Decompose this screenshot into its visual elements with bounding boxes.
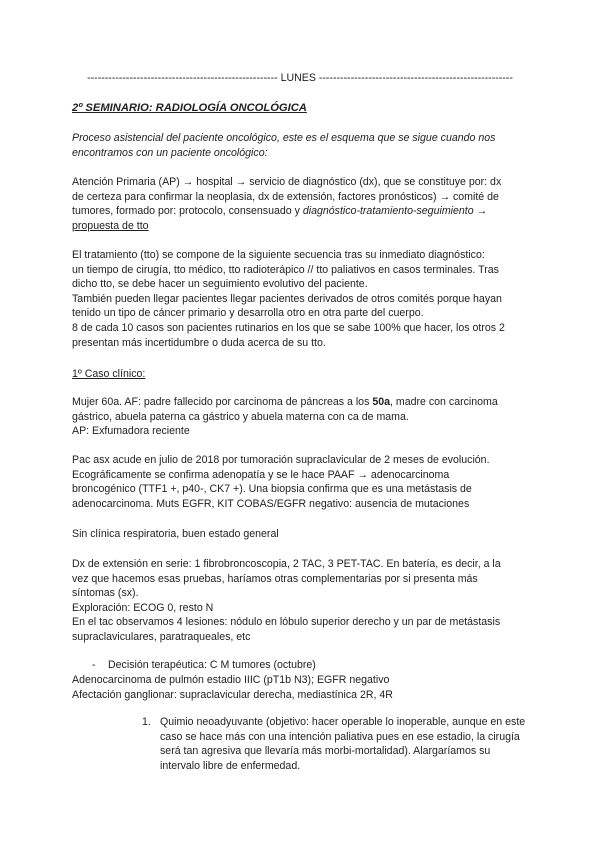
text-line: Adenocarcinoma de pulmón estadio IIIC (pT1b N3); EGFR negativo <box>72 674 390 686</box>
text-line: Atención Primaria (AP) → hospital → servicio de diagnóstico (dx), que se constituye por: dx <box>72 176 502 188</box>
dx-paragraph <box>72 557 532 645</box>
text-line: de certeza para confirmar la neoplasia, dx de extensión, factores pronósticos) → comité de <box>72 190 499 203</box>
text-line: 8 de cada 10 casos son pacientes rutinarios en los que se sabe 100% que hacer, los otros 2 <box>72 321 505 334</box>
text-line <box>72 395 532 410</box>
intro-paragraph <box>72 131 532 160</box>
text-run: Mujer 60a. AF: padre fallecido por carcinoma de páncreas a los <box>72 396 373 408</box>
text-line: broncogénico (TTF1 +, p40-, CK7 +). Una biopsia confirma que es una metástasis de <box>72 483 472 496</box>
text-run: tumores, formado por: protocolo, consensuado y <box>72 205 303 218</box>
list-number: 1. <box>142 716 151 728</box>
text-line: En el tac observamos 4 lesiones: nódulo en lóbulo superior derecho y un par de metástasis <box>72 616 501 629</box>
bold-run: 50a <box>372 396 391 408</box>
text-line: será tan agresiva que llevaría más morbi-mortalidad). Alargaríamos su <box>160 745 491 758</box>
text-line: intervalo libre de enfermedad. <box>160 759 301 772</box>
day-divider: ------------------------------------------------------ LUNES ------------------------------------------------------- <box>87 72 513 84</box>
text-run: , madre con carcinoma <box>390 396 498 408</box>
page-title: 2º SEMINARIO: RADIOLOGÍA ONCOLÓGICA <box>72 102 307 114</box>
text-line: síntomas (sx). <box>72 587 139 600</box>
text-line: adenocarcinoma. Muts EGFR, KIT COBAS/EGFR negativo: ausencia de mutaciones <box>72 497 470 510</box>
atencion-paragraph <box>72 175 532 233</box>
text-line: AP: Exfumadora reciente <box>72 425 190 438</box>
italic-run: diagnóstico-tratamiento-seguimiento <box>302 205 474 218</box>
intro-line: Proceso asistencial del paciente oncológico, este es el esquema que se sigue cuando nos <box>72 132 496 144</box>
text-line: tenido un tipo de cáncer primario y desarrolla otro en otra parte del cuerpo. <box>72 307 424 320</box>
numbered-item <box>160 715 540 773</box>
bullet-text: Decisión terapéutica: C M tumores (octubre) <box>108 659 316 671</box>
text-line: Pac asx acude en julio de 2018 por tumoración supraclavicular de 2 meses de evolución. <box>72 454 490 466</box>
text-line: supraclaviculares, paratraqueales, etc <box>72 630 251 643</box>
text-line: presentan más incertidumbre o duda acerca de su tto. <box>72 336 326 349</box>
pac-paragraph <box>72 453 532 511</box>
text-line: vez que hacemos esas pruebas, haríamos otras complementarias por si presenta más <box>72 572 478 585</box>
text-line: Exploración: ECOG 0, resto N <box>72 601 214 614</box>
mujer-paragraph <box>72 395 532 439</box>
underlined-line: propuesta de tto <box>72 219 149 232</box>
text-line: Afectación ganglionar: supraclavicular derecha, mediastínica 2R, 4R <box>72 688 393 701</box>
bullet-marker: - <box>92 659 96 671</box>
text-line: Dx de extensión en serie: 1 fibrobroncoscopia, 2 TAC, 3 PET-TAC. En batería, es decir, a la <box>72 558 501 570</box>
text-line: dicho tto, se debe hacer un seguimiento evolutivo del paciente. <box>72 278 368 291</box>
text-line <box>72 204 532 219</box>
text-line: Quimio neoadyuvante (objetivo: hacer operable lo inoperable, aunque en este <box>160 716 526 728</box>
tratamiento-paragraph <box>72 248 532 350</box>
text-run: → <box>473 205 488 218</box>
text-line: un tiempo de cirugía, tto médico, tto radioterápico // tto paliativos en casos terminales. Tras <box>72 263 499 276</box>
text-line: Ecográficamente se confirma adenopatía y se le hace PAAF → adenocarcinoma <box>72 468 450 481</box>
text-line: gástrico, abuela paterna ca gástrico y abuela materna con ca de mama. <box>72 410 409 423</box>
intro-line: encontramos con un paciente oncológico: <box>72 146 268 159</box>
text-line: El tratamiento (tto) se compone de la siguiente secuencia tras su inmediato diagnóstico: <box>72 249 485 261</box>
adeno-paragraph <box>72 673 532 702</box>
text-line: Sin clínica respiratoria, buen estado general <box>72 528 279 540</box>
text-line: caso se hace más con una intención paliativa pues en ese estadio, la cirugía <box>160 730 520 743</box>
section-heading: 1º Caso clínico: <box>72 368 146 380</box>
text-line: También pueden llegar pacientes llegar pacientes derivados de otros comités porque hayan <box>72 292 502 305</box>
